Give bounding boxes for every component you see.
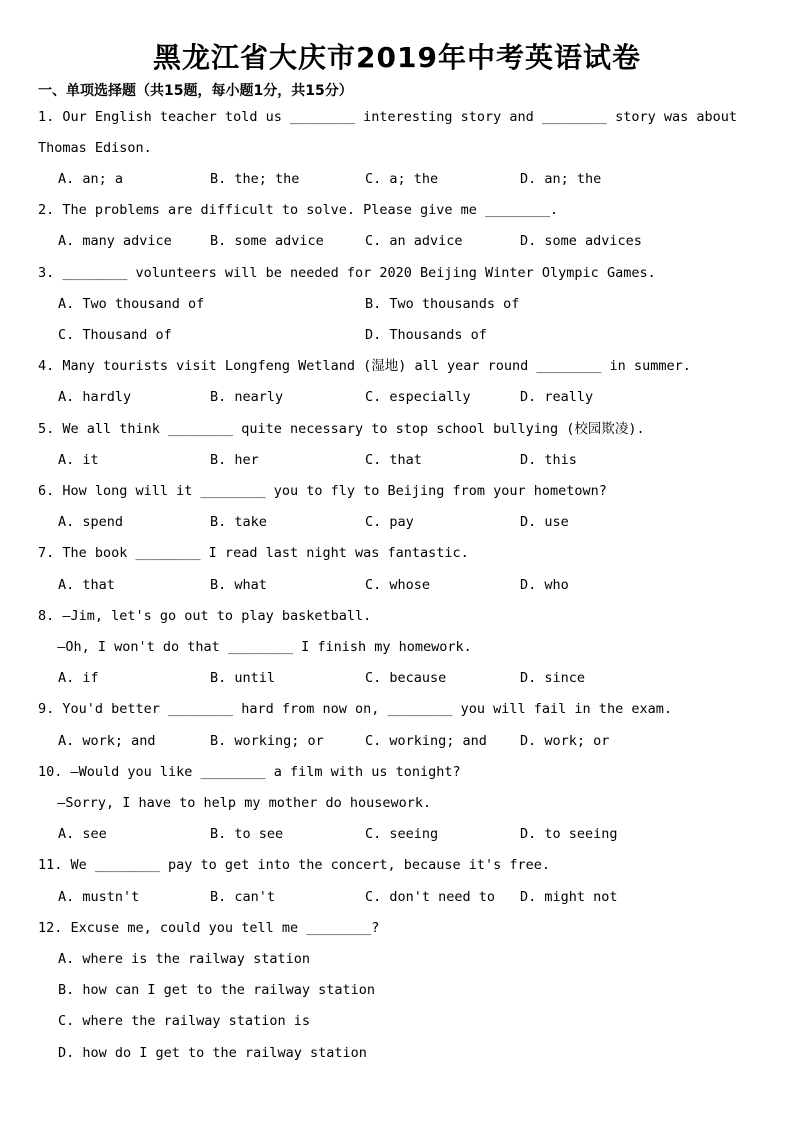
q7-option-d: D. who	[520, 577, 569, 593]
question-10-stem: 10. —Would you like ________ a film with us tonight?	[38, 764, 461, 780]
q8-option-d: D. since	[520, 670, 586, 686]
q1-option-c: C. a; the	[365, 171, 439, 187]
q4-option-a: A. hardly	[58, 389, 132, 405]
q2-option-a: A. many advice	[58, 233, 172, 249]
q4-option-b: B. nearly	[210, 389, 284, 405]
q9-option-d: D. work; or	[520, 733, 610, 749]
q11-option-c: C. don't need to	[365, 889, 496, 905]
q5-option-b: B. her	[210, 452, 259, 468]
q11-option-d: D. might not	[520, 889, 618, 905]
question-1-stem: 1. Our English teacher told us ________ interesting story and ________ story was about	[38, 109, 737, 125]
q12-option-d: D. how do I get to the railway station	[58, 1045, 367, 1061]
q2-option-d: D. some advices	[520, 233, 642, 249]
q6-option-b: B. take	[210, 514, 267, 530]
q11-option-b: B. can't	[210, 889, 276, 905]
question-6-stem: 6. How long will it ________ you to fly to Beijing from your hometown?	[38, 483, 607, 499]
q9-option-c: C. working; and	[365, 733, 487, 749]
q6-option-d: D. use	[520, 514, 569, 530]
q10-option-b: B. to see	[210, 826, 284, 842]
q8-option-b: B. until	[210, 670, 276, 686]
page-title: 黑龙江省大庆市2019年中考英语试卷	[153, 41, 641, 74]
q3-option-c: C. Thousand of	[58, 327, 172, 343]
q10-option-c: C. seeing	[365, 826, 439, 842]
q3-option-d: D. Thousands of	[365, 327, 487, 343]
question-2-stem: 2. The problems are difficult to solve. Please give me ________.	[38, 202, 559, 218]
question-8-stem: 8. —Jim, let's go out to play basketball.	[38, 608, 372, 624]
question-7-stem: 7. The book ________ I read last night was fantastic.	[38, 545, 469, 561]
q7-option-b: B. what	[210, 577, 267, 593]
q12-option-c: C. where the railway station is	[58, 1013, 310, 1029]
question-12-stem: 12. Excuse me, could you tell me ________?	[38, 920, 380, 936]
q5-option-c: C. that	[365, 452, 422, 468]
q8-option-c: C. because	[365, 670, 447, 686]
question-11-stem: 11. We ________ pay to get into the concert, because it's free.	[38, 857, 551, 873]
q6-option-a: A. spend	[58, 514, 124, 530]
q5-option-d: D. this	[520, 452, 577, 468]
q7-option-a: A. that	[58, 577, 115, 593]
question-10-stem-cont: —Sorry, I have to help my mother do housework.	[41, 795, 432, 811]
q9-option-a: A. work; and	[58, 733, 156, 749]
question-9-stem: 9. You'd better ________ hard from now on, ________ you will fail in the exam.	[38, 701, 672, 717]
q4-option-d: D. really	[520, 389, 594, 405]
q5-option-a: A. it	[58, 452, 99, 468]
q1-option-a: A. an; a	[58, 171, 124, 187]
question-3-stem: 3. ________ volunteers will be needed for 2020 Beijing Winter Olympic Games.	[38, 265, 656, 281]
q12-option-b: B. how can I get to the railway station	[58, 982, 375, 998]
q2-option-c: C. an advice	[365, 233, 463, 249]
q9-option-b: B. working; or	[210, 733, 324, 749]
q8-option-a: A. if	[58, 670, 99, 686]
question-8-stem-cont: —Oh, I won't do that ________ I finish my homework.	[41, 639, 472, 655]
q3-option-a: A. Two thousand of	[58, 296, 205, 312]
q7-option-c: C. whose	[365, 577, 431, 593]
q1-option-b: B. the; the	[210, 171, 300, 187]
q10-option-d: D. to seeing	[520, 826, 618, 842]
question-1-stem-cont: Thomas Edison.	[38, 140, 152, 156]
q12-option-a: A. where is the railway station	[58, 951, 310, 967]
q3-option-b: B. Two thousands of	[365, 296, 520, 312]
q10-option-a: A. see	[58, 826, 107, 842]
question-5-stem: 5. We all think ________ quite necessary to stop school bullying (校园欺凌).	[38, 421, 645, 437]
q11-option-a: A. mustn't	[58, 889, 140, 905]
q4-option-c: C. especially	[365, 389, 471, 405]
section-heading: 一、单项选择题（共15题，每小题1分，共15分）	[38, 83, 353, 99]
question-4-stem: 4. Many tourists visit Longfeng Wetland (湿地) all year round ________ in summer.	[38, 358, 691, 374]
q6-option-c: C. pay	[365, 514, 414, 530]
q2-option-b: B. some advice	[210, 233, 324, 249]
q1-option-d: D. an; the	[520, 171, 602, 187]
